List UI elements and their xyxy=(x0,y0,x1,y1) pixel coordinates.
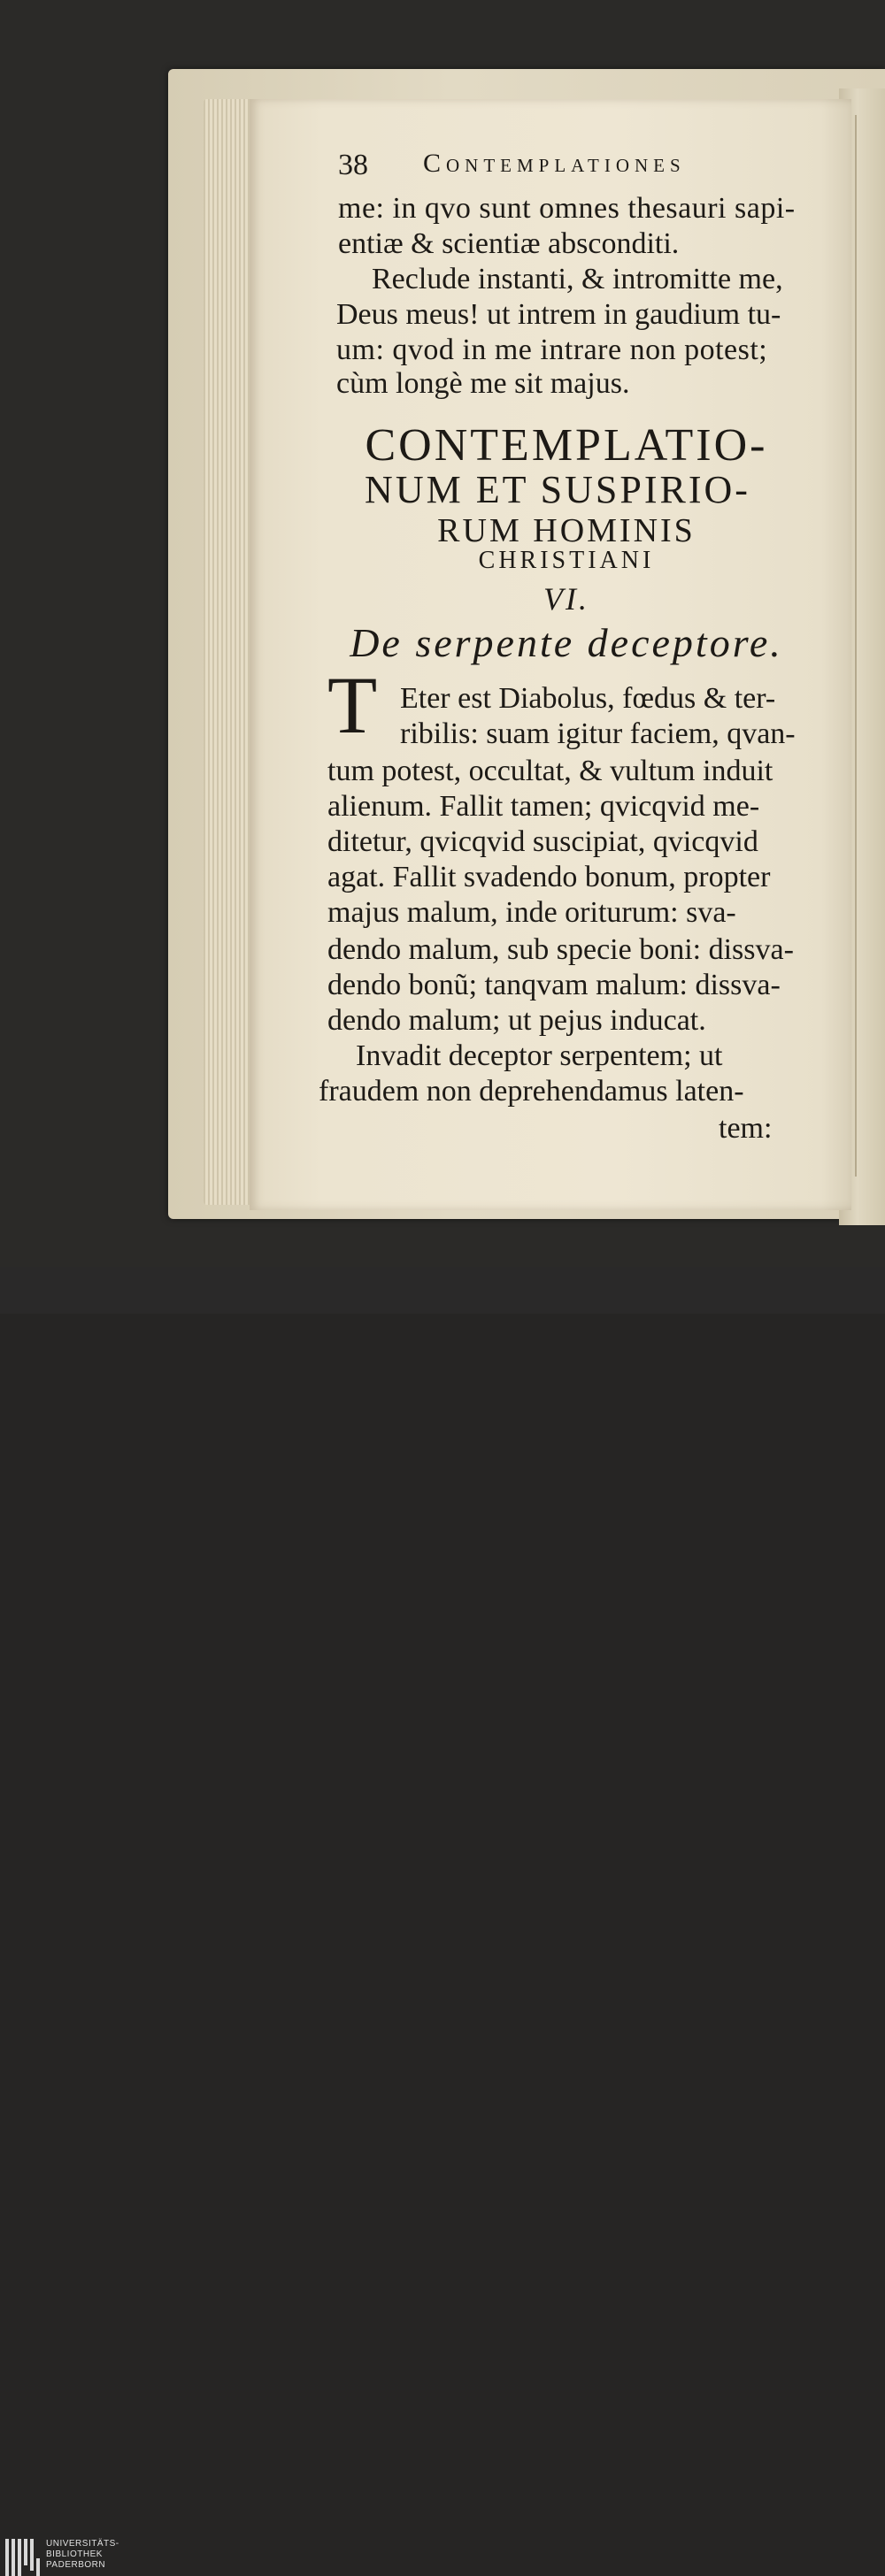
chapter-title-line: RUM HOMINIS xyxy=(437,512,696,549)
library-logo-text xyxy=(46,2539,119,2571)
text-line: alienum. Fallit tamen; qvicqvid me- xyxy=(327,790,760,823)
text-line: dendo bonũ; tanqvam malum: dissva- xyxy=(327,969,781,1001)
text-line: me: in qvo sunt omnes thesauri sapi- xyxy=(338,192,796,225)
catchword: tem: xyxy=(719,1112,773,1145)
page-text xyxy=(0,0,885,1267)
text-line: Reclude instanti, & intromitte me, xyxy=(372,263,783,295)
chapter-number: VI. xyxy=(543,581,589,617)
text-line: um: qvod in me intrare non potest; xyxy=(336,334,768,366)
logo-line: UNIVERSITÄTS- xyxy=(46,2539,119,2549)
text-line: majus malum, inde oriturum: sva- xyxy=(327,896,736,929)
footer-bar xyxy=(0,1267,885,2570)
page-number: 38 xyxy=(338,149,368,181)
text-line: dendo malum; ut pejus inducat. xyxy=(327,1004,706,1037)
text-line: Invadit deceptor serpentem; ut xyxy=(356,1039,723,1072)
library-logo-icon xyxy=(5,2539,41,2576)
text-line: Eter est Diabolus, fœdus & ter- xyxy=(400,682,776,715)
text-line: fraudem non deprehendamus laten- xyxy=(319,1075,744,1108)
logo-line: BIBLIOTHEK xyxy=(46,2549,103,2559)
text-line: dendo malum, sub specie boni: dissva- xyxy=(327,933,794,966)
text-line: tum potest, occultat, & vultum induit xyxy=(327,755,773,787)
text-line: Deus meus! ut intrem in gaudium tu- xyxy=(336,298,781,331)
text-line: agat. Fallit svadendo bonum, propter xyxy=(327,861,771,893)
text-line: ditetur, qvicqvid suscipiat, qvicqvid xyxy=(327,825,758,858)
running-head: Contemplationes xyxy=(423,149,686,178)
text-line: entiæ & scientiæ absconditi. xyxy=(338,227,680,260)
drop-cap: T xyxy=(327,660,378,750)
chapter-title-line: CONTEMPLATIO- xyxy=(365,420,768,471)
logo-line: PADERBORN xyxy=(46,2560,106,2570)
chapter-title-line: NUM ET SUSPIRIO- xyxy=(365,468,750,511)
chapter-subtitle: De serpente deceptore. xyxy=(350,620,783,665)
text-line: ribilis: suam igitur faciem, qvan- xyxy=(400,717,796,750)
chapter-title-line: CHRISTIANI xyxy=(478,547,655,574)
text-line: cùm longè me sit majus. xyxy=(336,367,630,400)
